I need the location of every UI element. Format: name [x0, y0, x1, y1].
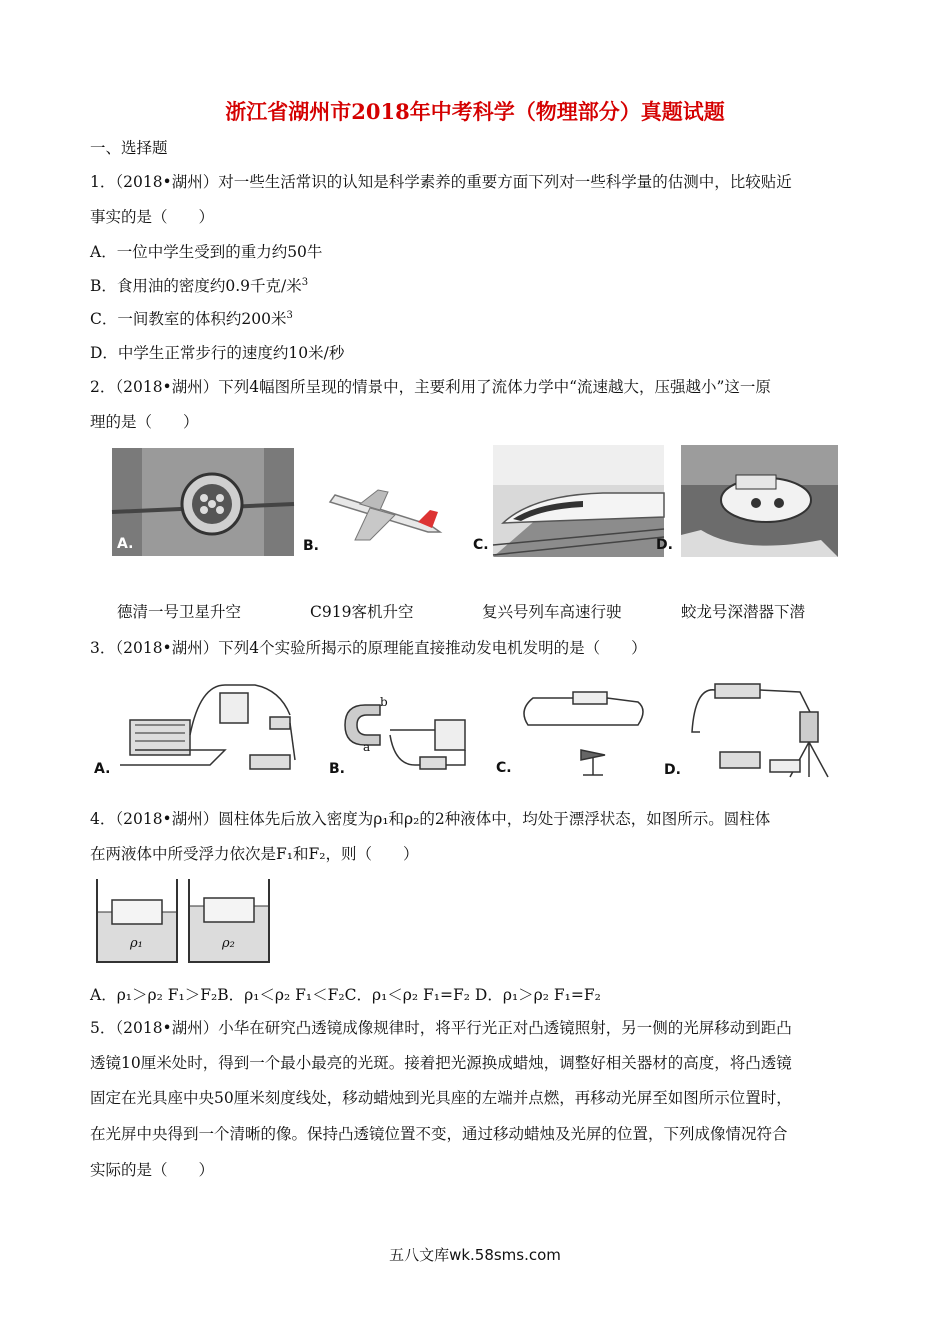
q5-line3: 固定在光具座中央50厘米刻度线处，移动蜡烛到光具座的左端并点燃，再移动光屏至如图所示位置时，: [90, 1089, 792, 1107]
experiment-d-diagram: [660, 672, 850, 785]
q3-label-b: B.: [329, 761, 345, 777]
page-title: 浙江省湖州市2018年中考科学（物理部分）真题试题: [225, 99, 725, 124]
q2-caption-c: 复兴号列车高速行驶: [482, 603, 622, 621]
experiment-b-image: [325, 685, 495, 785]
q2-label-d: D.: [656, 537, 673, 553]
experiment-a-image: [90, 675, 305, 787]
submersible-image: [681, 445, 838, 557]
q3-fig-a-label: a: [363, 740, 371, 754]
q1-option-b: B．食用油的密度约0.9千克/米$^3$: [90, 276, 309, 295]
beaker-2-diagram: [184, 876, 274, 966]
experiment-a-diagram: [90, 675, 305, 787]
beaker-1-diagram: [92, 876, 182, 966]
q2-label-b: B.: [303, 538, 319, 554]
q2-label-c: C.: [473, 537, 489, 553]
section-heading: 一、选择题: [90, 139, 168, 157]
satellite-image: [112, 448, 294, 556]
q4-stem-line1: 4．（2018•湖州）圆柱体先后放入密度为ρ₁和ρ₂的2种液体中，均处于漂浮状态，如图所示。圆柱体: [90, 810, 771, 828]
experiment-c-diagram: [493, 680, 658, 785]
q3-label-d: D.: [664, 762, 681, 778]
q2-caption-a: 德清一号卫星升空: [117, 603, 242, 621]
q2-stem-line1: 2．（2018•湖州）下列4幅图所呈现的情景中，主要利用了流体力学中“流速越大，压强越小”这一原: [90, 378, 771, 396]
q5-line5: 实际的是（ ）: [90, 1161, 215, 1179]
q2-stem-line2: 理的是（ ）: [90, 413, 199, 431]
submersible-photo: [656, 445, 838, 557]
q1-option-a: A．一位中学生受到的重力约50牛: [90, 243, 323, 261]
q4-options: A．ρ₁＞ρ₂ F₁＞F₂B．ρ₁＜ρ₂ F₁＜F₂C．ρ₁＜ρ₂ F₁=F₂ D．ρ₁＞ρ₂ F₁=F₂: [90, 986, 601, 1004]
q2-label-a: A.: [117, 536, 134, 552]
q5-line2: 透镜10厘米处时，得到一个最小最亮的光斑。接着把光源换成蜡烛，调整好相关器材的高度，将凸透镜: [90, 1054, 792, 1072]
q3-stem: 3．（2018•湖州）下列4个实验所揭示的原理能直接推动发电机发明的是（ ）: [90, 639, 647, 657]
beaker-1-label: ρ₁: [130, 936, 143, 951]
beaker-2-label: ρ₂: [222, 936, 235, 951]
q3-label-c: C.: [496, 760, 512, 776]
airplane-image: [300, 470, 465, 558]
q2-caption-b: C919客机升空: [310, 603, 414, 621]
train-image: [493, 445, 664, 557]
q3-label-a: A.: [94, 761, 111, 777]
q1-stem-line1: 1．（2018•湖州）对一些生活常识的认知是科学素养的重要方面下列对一些科学量的估测中，比较贴近: [90, 173, 792, 191]
q5-line4: 在光屏中央得到一个清晰的像。保持凸透镜位置不变，通过移动蜡烛及光屏的位置，下列成像情况符合: [90, 1125, 788, 1143]
experiment-b-diagram: [325, 685, 495, 785]
train-photo: [473, 445, 664, 557]
q5-line1: 5．（2018•湖州）小华在研究凸透镜成像规律时，将平行光正对凸透镜照射，另一侧的光屏移动到距凸: [90, 1019, 792, 1037]
q1-option-c: C．一间教室的体积约200米$^3$: [90, 309, 293, 328]
beaker-1-image: [92, 876, 182, 966]
experiment-c-image: [493, 680, 658, 785]
q4-stem-line2: 在两液体中所受浮力依次是F₁和F₂，则（ ）: [90, 845, 419, 863]
q3-fig-b-label: b: [380, 695, 388, 709]
page-footer: 五八文库wk.58sms.com: [389, 1246, 561, 1264]
q1-option-d: D．中学生正常步行的速度约10米/秒: [90, 344, 345, 362]
q1-stem-line2: 事实的是（ ）: [90, 208, 215, 226]
q2-caption-d: 蛟龙号深潜器下潜: [681, 603, 806, 621]
experiment-d-image: [660, 672, 850, 785]
beaker-2-image: [184, 876, 274, 966]
satellite-photo: [112, 448, 294, 556]
airplane-photo: [300, 470, 465, 558]
